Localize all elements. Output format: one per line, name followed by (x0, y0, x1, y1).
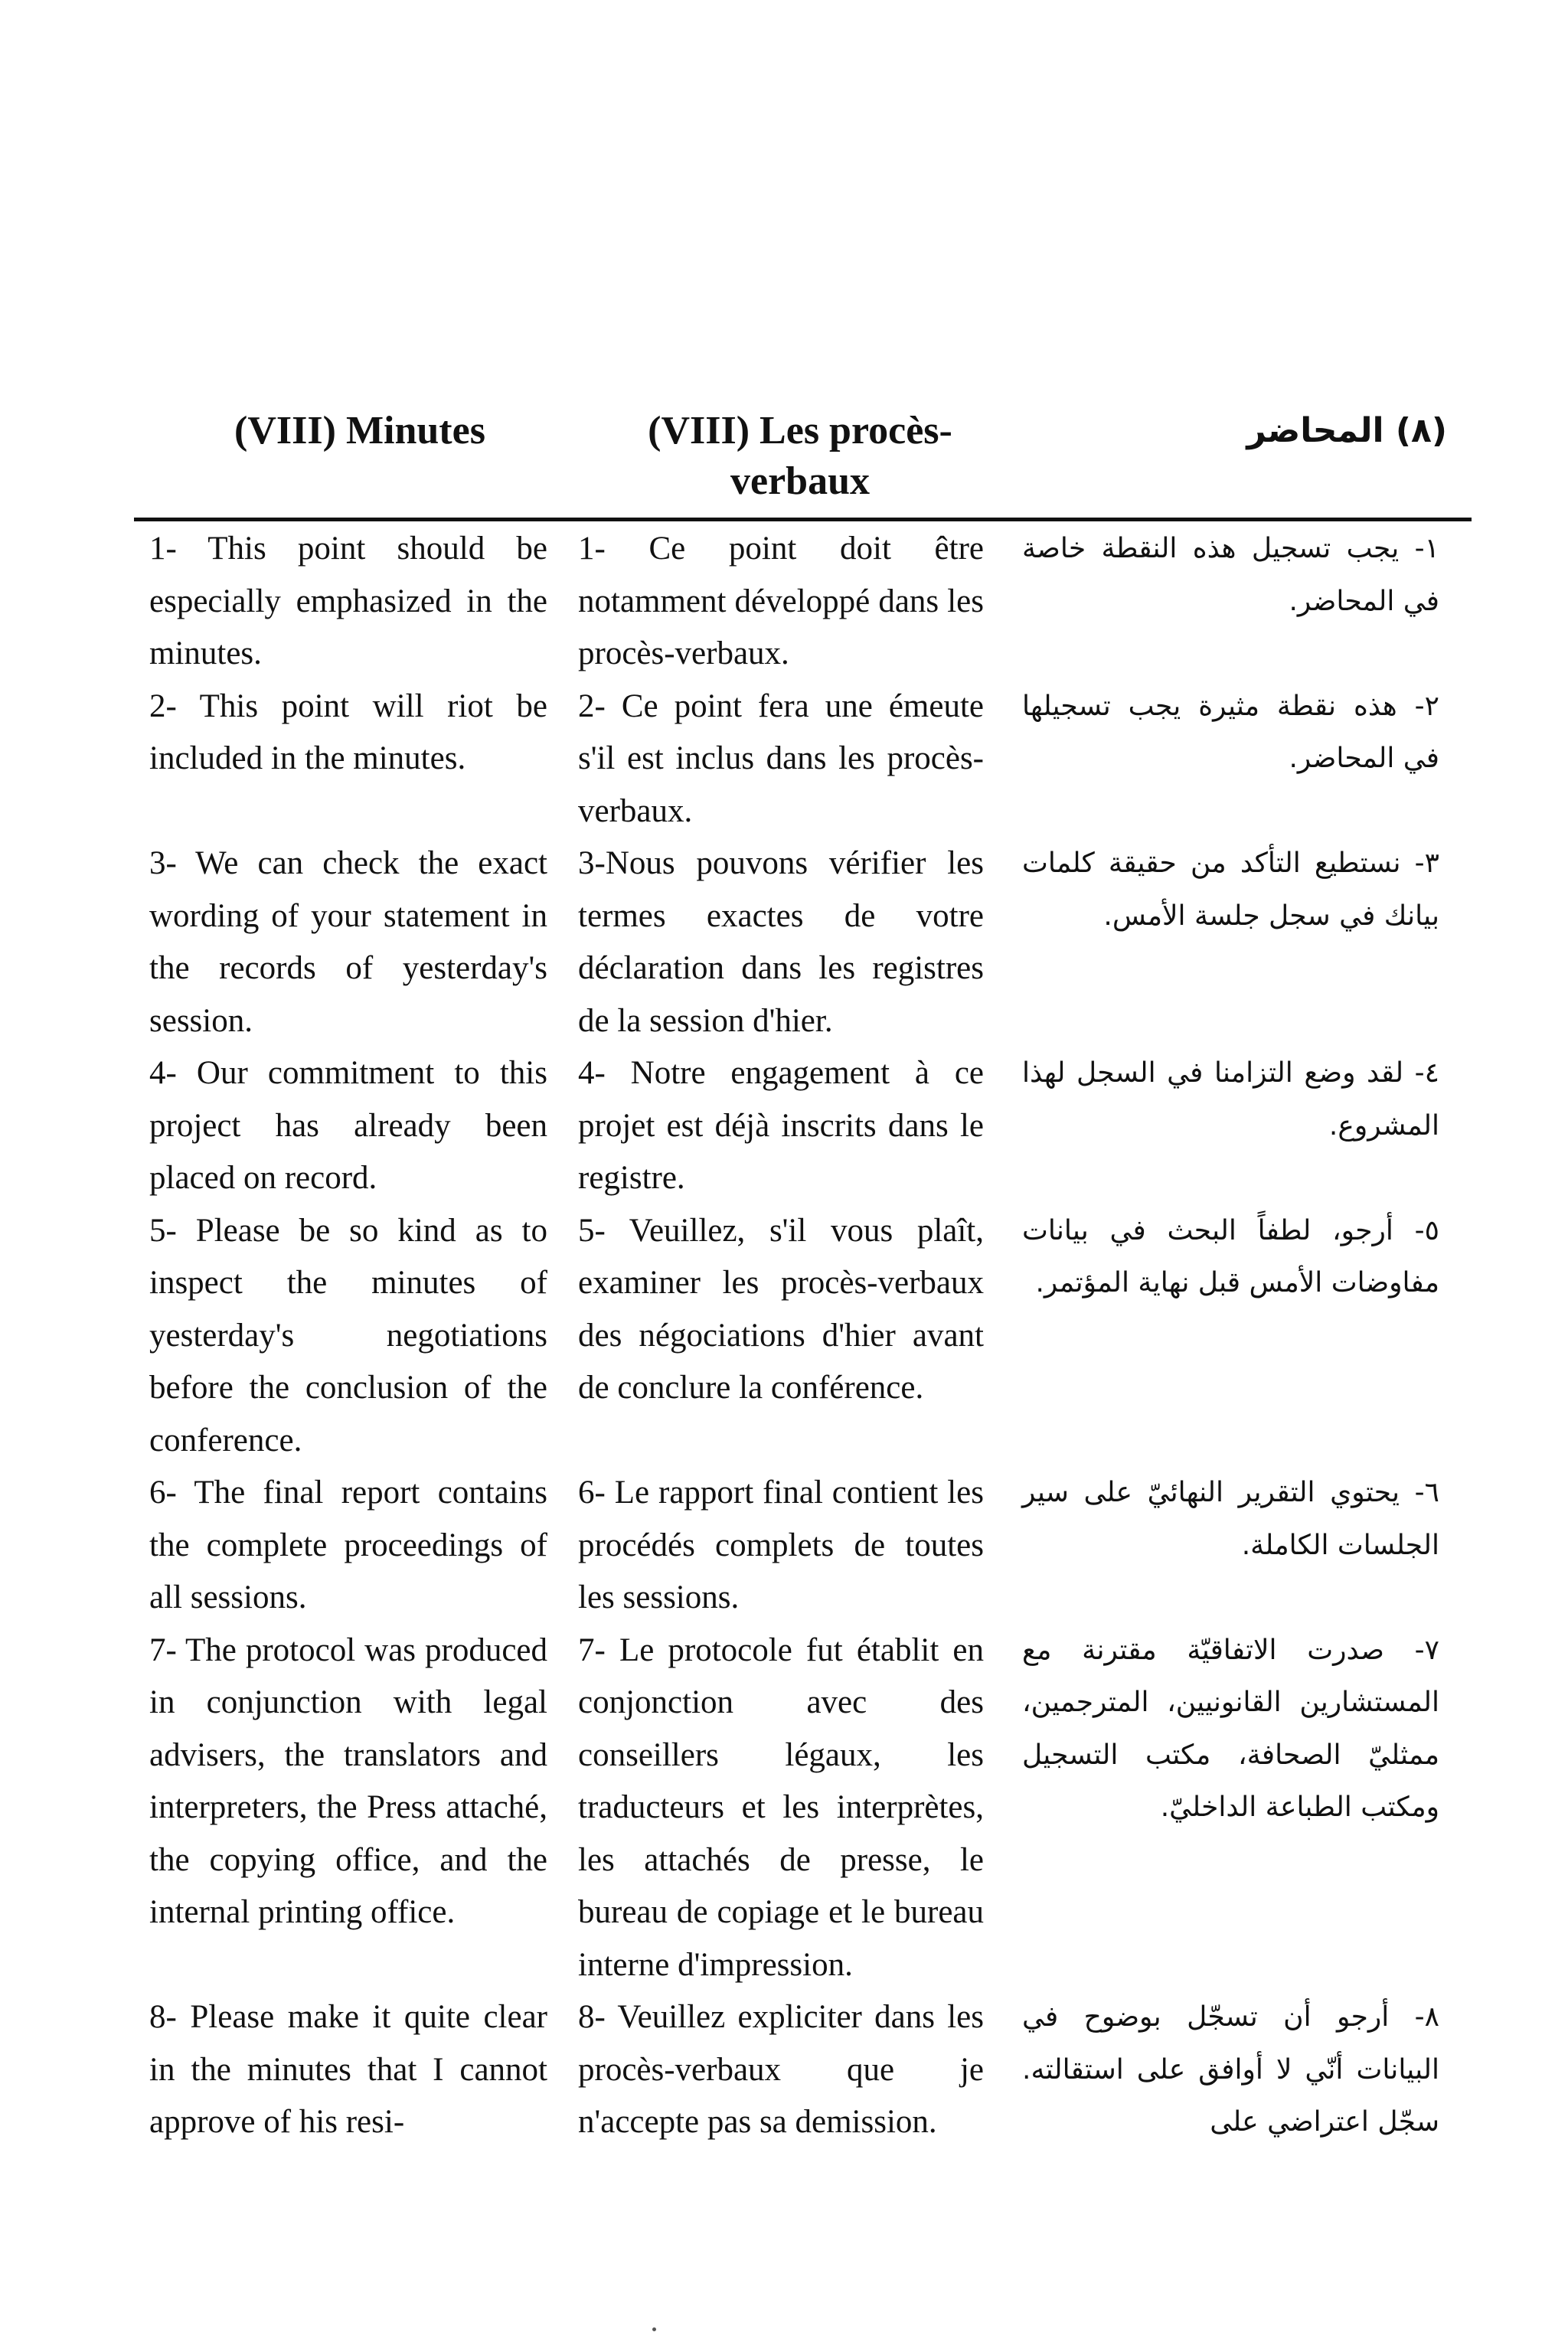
row-6-arabic: ٦- يحتوي التقرير النهائيّ على سير الجلسات الكاملة. (1022, 1477, 1439, 1561)
row-6-french: 6- Le rapport final contient les procédés complets de toutes les sessions. (578, 1475, 984, 1615)
header-arabic: (٨) المحاضر (1246, 411, 1447, 450)
trilingual-table (149, 523, 1466, 2149)
row-7-french: 7- Le protocole fut établit en conjonction avec des conseillers légaux, les traducteurs et les interprètes, les attachés de presse, le bureau de copiage et le bureau interne d'impression. (578, 1632, 984, 1983)
row-1-english: 1- This point should be especially emphasized in the minutes. (149, 531, 547, 671)
row-2-english: 2- This point will riot be included in the minutes. (149, 688, 547, 776)
row-2-french: 2- Ce point fera une émeute s'il est inclus dans les procès-verbaux. (578, 688, 984, 829)
row-6-english: 6- The final report contains the complete proceedings of all sessions. (149, 1475, 547, 1615)
row-5-french: 5- Veuillez, s'il vous plaît, examiner les procès-verbaux des négociations d'hier avant de conclure la conférence. (578, 1212, 984, 1406)
row-8-arabic: ٨- أرجو أن تسجّل بوضوح في البيانات أنّي لا أوافق على استقالته. سجّل اعتراضي على (1022, 2001, 1439, 2138)
row-3-arabic: ٣- نستطيع التأكد من حقيقة كلمات بيانك في سجل جلسة الأمس. (1022, 848, 1439, 932)
row-7-arabic: ٧- صدرت الاتفاقيّة مقترنة مع المستشارين القانونيين، المترجمين، ممثليّ الصحافة، مكتب التسجيل ومكتب الطباعة الداخليّ. (1022, 1634, 1439, 1823)
row-1-arabic: ١- يجب تسجيل هذه النقطة خاصة في المحاضر. (1022, 533, 1439, 617)
header-french: (VIII) Les procès-verbaux (648, 409, 952, 503)
row-5-arabic: ٥- أرجو، لطفاً البحث في بيانات مفاوضات الأمس قبل نهاية المؤتمر. (1022, 1214, 1439, 1298)
header-rule (134, 518, 1472, 521)
row-4-arabic: ٤- لقد وضع التزامنا في السجل لهذا المشروع. (1022, 1057, 1439, 1142)
header-english: (VIII) Minutes (234, 409, 485, 452)
row-5-english: 5- Please be so kind as to inspect the minutes of yesterday's negotiations before the conclusion of the conference. (149, 1212, 547, 1458)
row-8-english: 8- Please make it quite clear in the minutes that I cannot approve of his resi- (149, 1999, 547, 2140)
row-2-arabic: ٢- هذه نقطة مثيرة يجب تسجيلها في المحاضر. (1022, 690, 1439, 774)
row-7-english: 7- The protocol was produced in conjunction with legal advisers, the translators and interpreters, the Press attaché, the copying office, and the internal printing office. (149, 1632, 547, 1930)
row-4-english: 4- Our commitment to this project has already been placed on record. (149, 1055, 547, 1196)
row-1-french: 1- Ce point doit être notamment développé dans les procès-verbaux. (578, 531, 984, 671)
row-8-french: 8- Veuillez expliciter dans les procès-verbaux que je n'accepte pas sa demission. (578, 1999, 984, 2140)
row-3-english: 3- We can check the exact wording of your statement in the records of yesterday's session. (149, 845, 547, 1039)
scan-speck (652, 2327, 656, 2331)
row-4-french: 4- Notre engagement à ce projet est déjà inscrits dans le registre. (578, 1055, 984, 1196)
row-3-french: 3-Nous pouvons vérifier les termes exactes de votre déclaration dans les registres de la session d'hier. (578, 845, 984, 1039)
